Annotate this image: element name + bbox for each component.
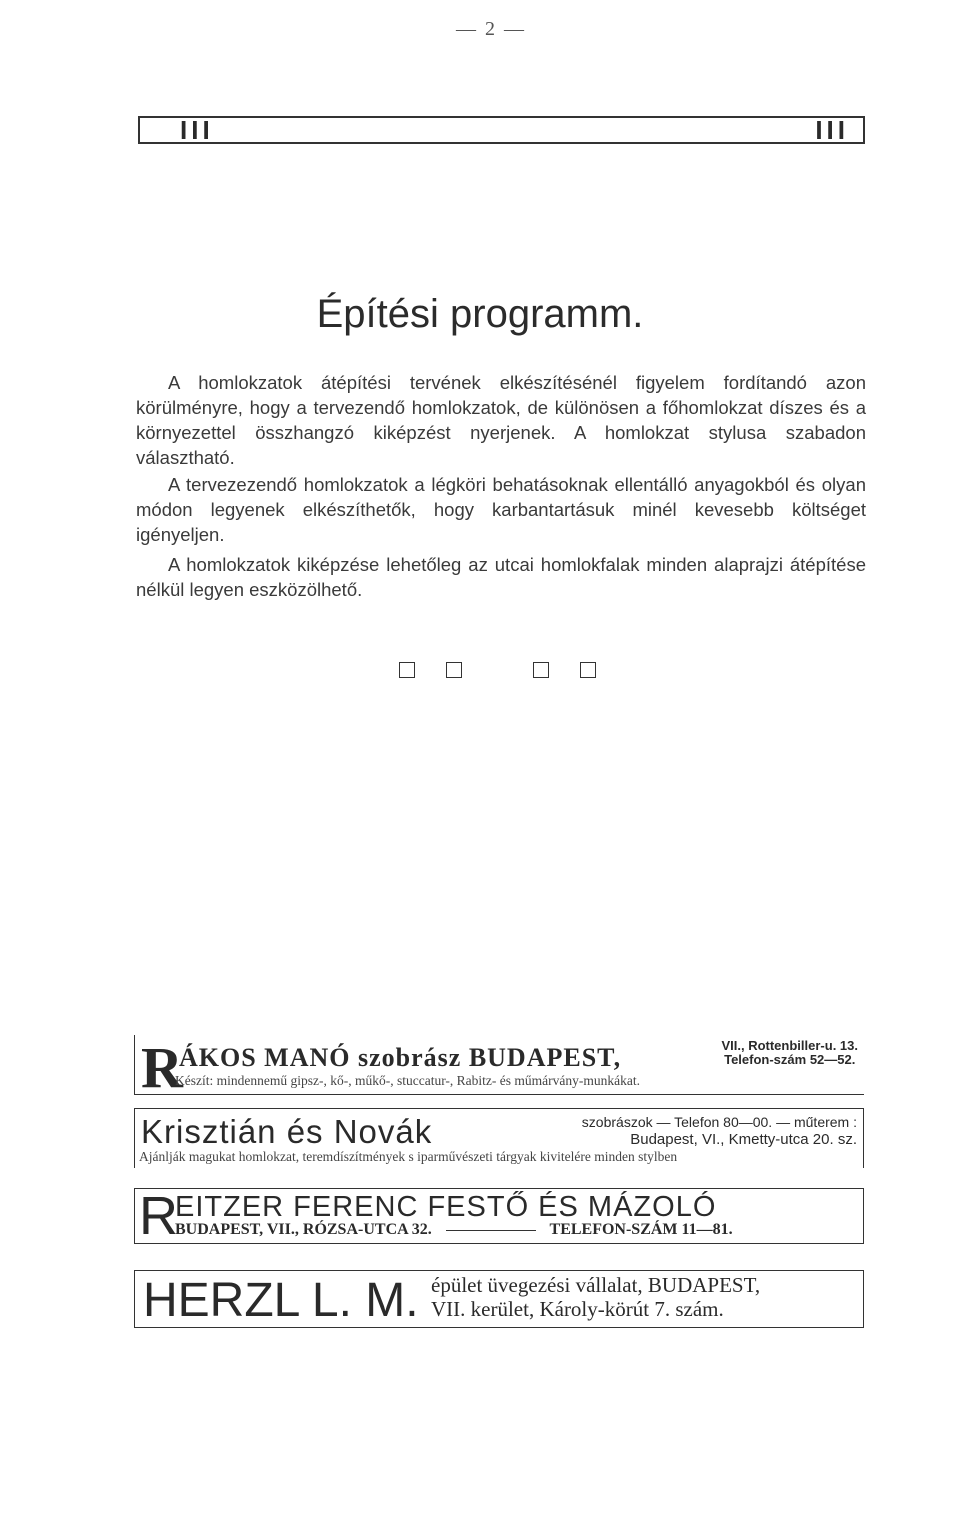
ad-address [582,1113,857,1149]
paragraph-2: A tervezezendő homlokzatok a légköri behatásoknak ellentálló anyagokból és olyan módon legyenek elkészíthetők, hogy karbantartásuk minél kevesebb költséget igényeljen. [136,474,866,545]
page-number: — 2 — [456,18,526,40]
ad-phone-line: Telefon-szám 52—52. [724,1052,856,1067]
decorative-squares [399,662,603,682]
ad-name: HERZL L. M. [143,1274,419,1327]
ad-address-line: szobrászok — Telefon 80—00. — műterem : [581,1114,857,1130]
ad-description-line: VII. kerület, Károly-körút 7. szám. [431,1297,724,1321]
ad-rakos-mano [134,1035,864,1100]
ad-address [175,1221,733,1239]
paragraph-3: A homlokzatok kiképzése lehetőleg az utcai homlokfalak minden alaprajzi átépítése nélkül legyen eszközölhető. [136,554,866,600]
square-icon [446,662,462,678]
ad-reitzer-ferenc [134,1188,864,1244]
ad-services: Készít: mindennemű gipsz-, kő-, műkő-, stuccatur-, Rabitz- és műmárvány-munkákat. [175,1073,640,1088]
ad-herzl [134,1270,864,1328]
ad-phone-line: TELEFON-SZÁM 11—81. [549,1221,733,1238]
divider [446,1230,536,1231]
ad-name: Krisztián és Novák [141,1113,433,1150]
ad-name: EITZER FERENC FESTŐ ÉS MÁZOLÓ [175,1191,717,1223]
ad-services: Ajánlják magukat homlokzat, teremdíszítmények s iparművészeti tárgyak kivitelére minden stylben [139,1149,678,1164]
ornament-bars-right: III [815,115,849,145]
ad-description [431,1273,760,1321]
square-icon [580,662,596,678]
ad-address-line: VII., Rottenbiller-u. 13. [721,1038,858,1053]
page-title: Építési programm. [316,292,644,336]
ad-description-line: épület üvegezési vállalat, BUDAPEST, [431,1273,761,1297]
paragraph-1: A homlokzatok átépítési tervének elkészítésénél figyelem fordítandó azon körülményre, hogy a tervezendő homlokzatok, de különösen a főhomlokzat díszes és a környezettel összhangzó kiképzést nyerjenek. A homlokzat stylusa szabadon választható. [136,372,866,468]
ad-initial: R [139,1186,178,1246]
ornament-bars-left: III [180,115,214,145]
ad-name: ÁKOS MANÓ szobrász BUDAPEST, [179,1043,622,1072]
square-icon [399,662,415,678]
square-icon [533,662,549,678]
ad-address-line: Budapest, VI., Kmetty-utca 20. sz. [630,1131,857,1148]
ad-address-line: BUDAPEST, VII., RÓZSA-UTCA 32. [175,1221,432,1238]
ad-krisztian-novak [134,1108,864,1168]
ad-address [721,1039,858,1067]
ad-initial: R [141,1035,183,1100]
ornamental-frame [138,116,865,144]
